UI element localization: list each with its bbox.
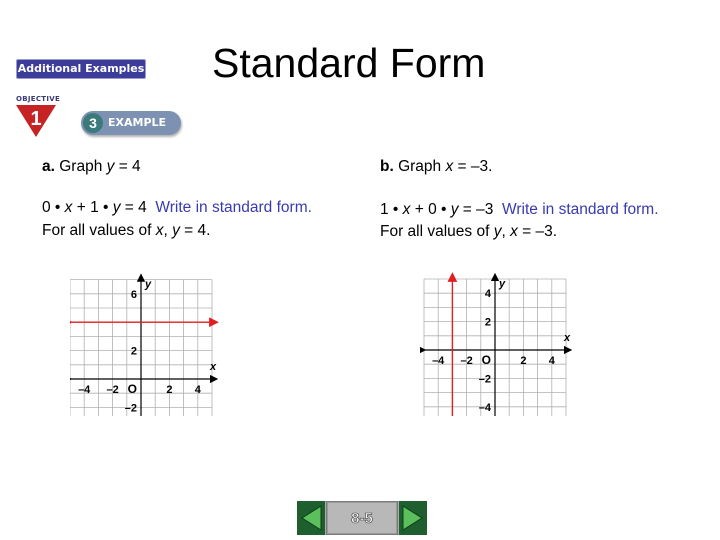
part-b-heading bbox=[380, 158, 492, 176]
part-b-heading-post: = –3. bbox=[453, 158, 493, 175]
part-b-conclusion bbox=[380, 223, 557, 241]
part-b-line2-var1: y bbox=[493, 223, 502, 240]
prev-button[interactable] bbox=[297, 501, 325, 535]
page-title: Standard Form bbox=[212, 40, 486, 86]
y-tick-label: 2 bbox=[484, 316, 491, 329]
objective-label: OBJECTIVE bbox=[16, 95, 61, 103]
part-a-heading-post: = 4 bbox=[114, 158, 141, 175]
objective-number: 1 bbox=[30, 108, 42, 130]
part-b-equation bbox=[380, 201, 659, 219]
next-button[interactable] bbox=[399, 501, 427, 535]
part-b-eq-y: y bbox=[450, 201, 459, 218]
x-tick-label: –4 bbox=[432, 355, 445, 367]
graph-a-y-label: y bbox=[145, 278, 152, 291]
lesson-navigation bbox=[297, 501, 427, 535]
y-tick-label: 6 bbox=[130, 288, 137, 301]
x-tick-label: –2 bbox=[460, 355, 473, 367]
part-a-conclusion bbox=[42, 222, 210, 240]
objective-shield-icon bbox=[16, 103, 56, 137]
part-a-line2-var1: x bbox=[155, 222, 164, 239]
part-a-line2-mid: , bbox=[163, 222, 173, 239]
part-a-line2-var2: y bbox=[172, 222, 180, 239]
part-b-line2-var2: x bbox=[510, 223, 518, 240]
part-a-eq-post: = 4 bbox=[120, 199, 147, 216]
part-a-line2-post: = 4. bbox=[179, 222, 211, 239]
x-tick-label: 2 bbox=[166, 384, 173, 396]
graph-a-x-label: x bbox=[210, 361, 217, 373]
graph-b bbox=[420, 266, 580, 416]
part-a-equation bbox=[42, 199, 312, 217]
part-b-line2-post: = –3. bbox=[517, 223, 558, 240]
part-b-prefix: b. bbox=[380, 158, 394, 175]
part-a-heading bbox=[42, 158, 141, 176]
graph-b-origin-label: O bbox=[481, 353, 491, 367]
part-b-line2-pre: For all values of bbox=[380, 223, 494, 240]
part-b-line2-mid: , bbox=[501, 223, 511, 240]
part-b-heading-pre: Graph bbox=[393, 158, 446, 175]
x-tick-label: –4 bbox=[78, 384, 91, 396]
example-number: 3 bbox=[83, 113, 103, 133]
part-a-prefix: a. bbox=[42, 158, 55, 175]
example-label: EXAMPLE bbox=[108, 116, 167, 129]
y-tick-label: 2 bbox=[130, 345, 137, 358]
y-tick-label: 4 bbox=[484, 288, 491, 301]
part-a-eq-x: x bbox=[64, 199, 73, 216]
part-a-eq-y: y bbox=[112, 199, 121, 216]
y-tick-label: –2 bbox=[124, 402, 137, 415]
part-b-eq-pre: 1 • bbox=[380, 201, 403, 218]
x-tick-label: 2 bbox=[520, 355, 527, 367]
example-badge bbox=[81, 111, 181, 135]
y-tick-label: –2 bbox=[478, 373, 491, 386]
part-a-note: Write in standard form. bbox=[155, 199, 312, 216]
graph-a-origin-label: O bbox=[127, 382, 137, 396]
part-a-heading-pre: Graph bbox=[54, 158, 107, 175]
graph-a bbox=[70, 266, 230, 416]
part-b-eq-post: = –3 bbox=[458, 201, 494, 218]
part-b-heading-var: x bbox=[445, 158, 454, 175]
x-tick-label: 4 bbox=[194, 384, 201, 396]
graph-b-x-label: x bbox=[564, 332, 571, 344]
part-a-line2-pre: For all values of bbox=[42, 222, 156, 239]
part-a-heading-var: y bbox=[106, 158, 115, 175]
lesson-number: 8-5 bbox=[351, 510, 373, 527]
x-tick-label: 4 bbox=[548, 355, 555, 367]
part-a-eq-mid: + 1 • bbox=[72, 199, 113, 216]
additional-examples-badge: Additional Examples bbox=[16, 59, 146, 79]
part-a-eq-pre: 0 • bbox=[42, 199, 65, 216]
x-tick-label: –2 bbox=[106, 384, 119, 396]
part-b-note: Write in standard form. bbox=[502, 201, 659, 218]
part-b-eq-mid: + 0 • bbox=[410, 201, 451, 218]
objective-badge bbox=[16, 95, 68, 137]
y-tick-label: –4 bbox=[478, 401, 491, 414]
graph-b-y-label: y bbox=[499, 278, 506, 290]
lesson-number-panel bbox=[326, 501, 398, 535]
part-b-eq-x: x bbox=[402, 201, 411, 218]
